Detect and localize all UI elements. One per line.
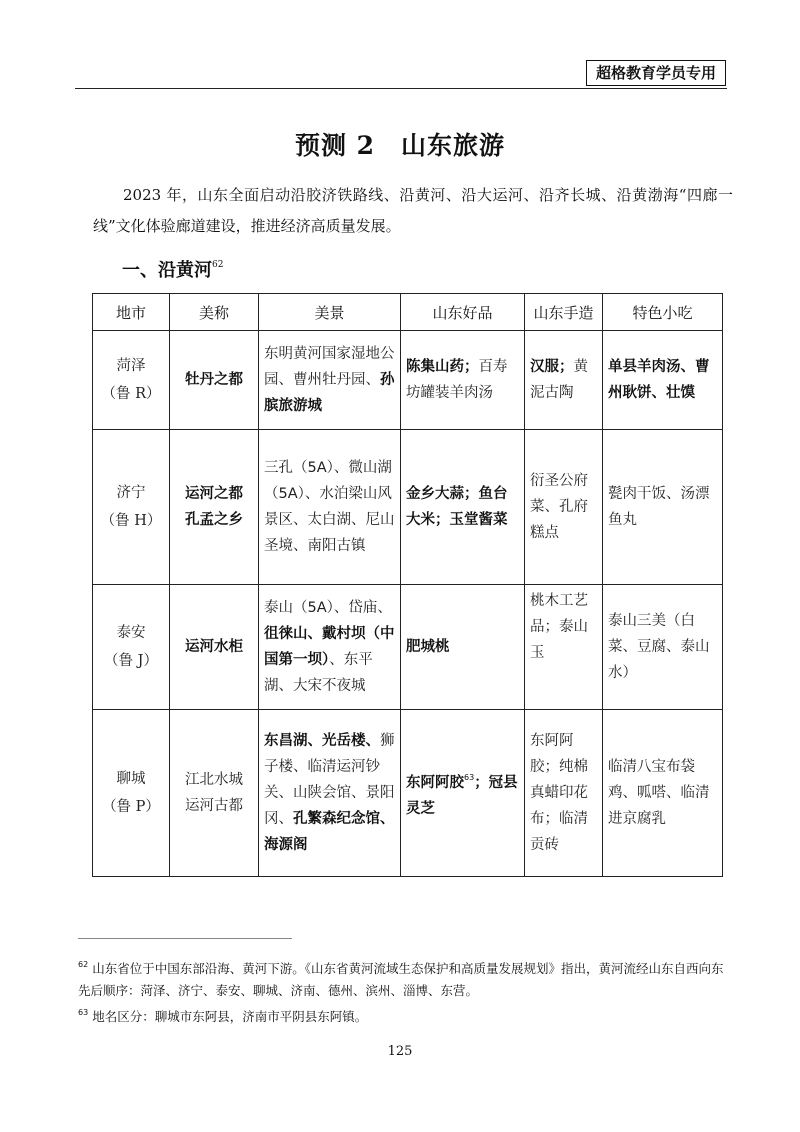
header-craft: 山东手造 (525, 294, 603, 331)
cell-alias (170, 710, 259, 877)
cell-snack: 泰山三美（白菜、豆腐、泰山水） (603, 585, 723, 710)
header-goods: 山东好品 (401, 294, 525, 331)
cell-goods (401, 710, 525, 877)
alias-text: 运河水柜 (185, 639, 243, 655)
goods-text: 百寿坊罐装羊肉汤 (406, 359, 508, 401)
scenery-text: 泰山（5A）、岱庙、 (264, 600, 392, 616)
alias-text: 运河之都 (185, 486, 243, 502)
page-title: 预测 2 山东旅游 (294, 131, 506, 160)
cell-snack: 甏肉干饭、汤漂鱼丸 (603, 430, 723, 585)
scenery-text: 东明黄河国家湿地公园、曹州牡丹园、 (264, 346, 395, 388)
cell-scenery: 三孔（5A）、微山湖（5A）、水泊梁山风景区、太白湖、尼山圣境、南阳古镇 (259, 430, 401, 585)
cell-craft: 东阿阿胶；纯棉真蜡印花布；临清贡砖 (525, 710, 603, 877)
scenery-text-bold: 孔繁森纪念馆、海源阁 (264, 811, 395, 853)
tourism-table (92, 293, 723, 877)
cell-city (93, 710, 170, 877)
page-number: 125 (387, 1044, 413, 1059)
cell-goods: 肥城桃 (401, 585, 525, 710)
alias-text: 运河古都 (185, 798, 243, 814)
header-badge: 超格教育学员专用 (586, 60, 726, 86)
header-rule (75, 88, 727, 89)
cell-city (93, 585, 170, 710)
cell-scenery (259, 710, 401, 877)
cell-alias (170, 585, 259, 710)
header-scenery: 美景 (259, 294, 401, 331)
plate-code: （鲁 R） (101, 386, 161, 402)
header-alias: 美称 (170, 294, 259, 331)
cell-scenery (259, 331, 401, 430)
cell-goods (401, 331, 525, 430)
craft-text: 黄泥古陶 (530, 359, 588, 401)
footnote-rule (78, 938, 292, 939)
cell-alias (170, 430, 259, 585)
cell-city (93, 331, 170, 430)
city-name: 聊城 (116, 771, 146, 787)
cell-snack: 临清八宝布袋鸡、呱嗒、临清进京腐乳 (603, 710, 723, 877)
craft-text-bold: 汉服； (530, 359, 574, 375)
footnote-ref[interactable]: 63 (464, 772, 475, 782)
table-row (93, 331, 723, 430)
scenery-text-bold: 孙膑旅游城 (264, 372, 395, 414)
goods-text-bold: 东阿阿胶 (406, 774, 464, 791)
cell-city (93, 430, 170, 585)
scenery-text: 狮子楼、临清运河钞关、山陕会馆、景阳冈、 (264, 733, 395, 827)
table-header-row (93, 294, 723, 331)
cell-craft: 衍圣公府菜、孔府糕点 (525, 430, 603, 585)
cell-craft: 桃木工艺品；泰山玉 (525, 585, 603, 710)
city-name: 泰安 (116, 625, 146, 641)
footnote-number: 62 (78, 960, 89, 969)
scenery-text-bold: 东昌湖、光岳楼、 (264, 733, 380, 749)
goods-text-bold: 陈集山药； (406, 359, 479, 375)
table-row (93, 710, 723, 877)
footnote-number: 63 (78, 1008, 89, 1017)
footnote-item (78, 954, 726, 1002)
plate-code: （鲁 H） (100, 513, 162, 529)
city-name: 济宁 (116, 485, 146, 501)
goods-text-bold: ；冠县灵芝 (406, 774, 518, 817)
header-snack: 特色小吃 (603, 294, 723, 331)
footnote-ref[interactable]: 62 (212, 260, 224, 270)
alias-text: 江北水城 (185, 772, 243, 788)
plate-code: （鲁 P） (102, 799, 160, 815)
intro-paragraph: 2023 年，山东全面启动沿胶济铁路线、沿黄河、沿大运河、沿齐长城、沿黄渤海“四廊一线”文化体验廊道建设，推进经济高质量发展。 (93, 186, 733, 235)
city-name: 菏泽 (116, 358, 146, 374)
alias-text: 孔孟之乡 (185, 512, 243, 528)
scenery-text-bold: 徂徕山、戴村坝（中国第一坝） (264, 626, 395, 668)
footnotes (78, 954, 726, 1028)
section-heading-text: 一、沿黄河 (122, 260, 212, 281)
footnote-item (78, 1002, 726, 1028)
table-row (93, 585, 723, 710)
plate-code: （鲁 J） (104, 653, 158, 669)
scenery-text: 、东平湖、大宋不夜城 (264, 652, 373, 694)
footnote-text: 山东省位于中国东部沿海、黄河下游。《山东省黄河流域生态保护和高质量发展规划》指出，黄河流经山东自西向东先后顺序：菏泽、济宁、泰安、聊城、济南、德州、滨州、淄博、东营。 (78, 961, 724, 998)
table-row (93, 430, 723, 585)
alias-text: 牡丹之都 (185, 372, 243, 388)
cell-goods: 金乡大蒜；鱼台大米；玉堂酱菜 (401, 430, 525, 585)
section-heading (122, 256, 223, 282)
cell-scenery (259, 585, 401, 710)
footnote-text: 地名区分：聊城市东阿县，济南市平阴县东阿镇。 (92, 1009, 368, 1024)
cell-craft (525, 331, 603, 430)
cell-alias (170, 331, 259, 430)
cell-snack: 单县羊肉汤、曹州耿饼、壮馍 (603, 331, 723, 430)
header-city: 地市 (93, 294, 170, 331)
